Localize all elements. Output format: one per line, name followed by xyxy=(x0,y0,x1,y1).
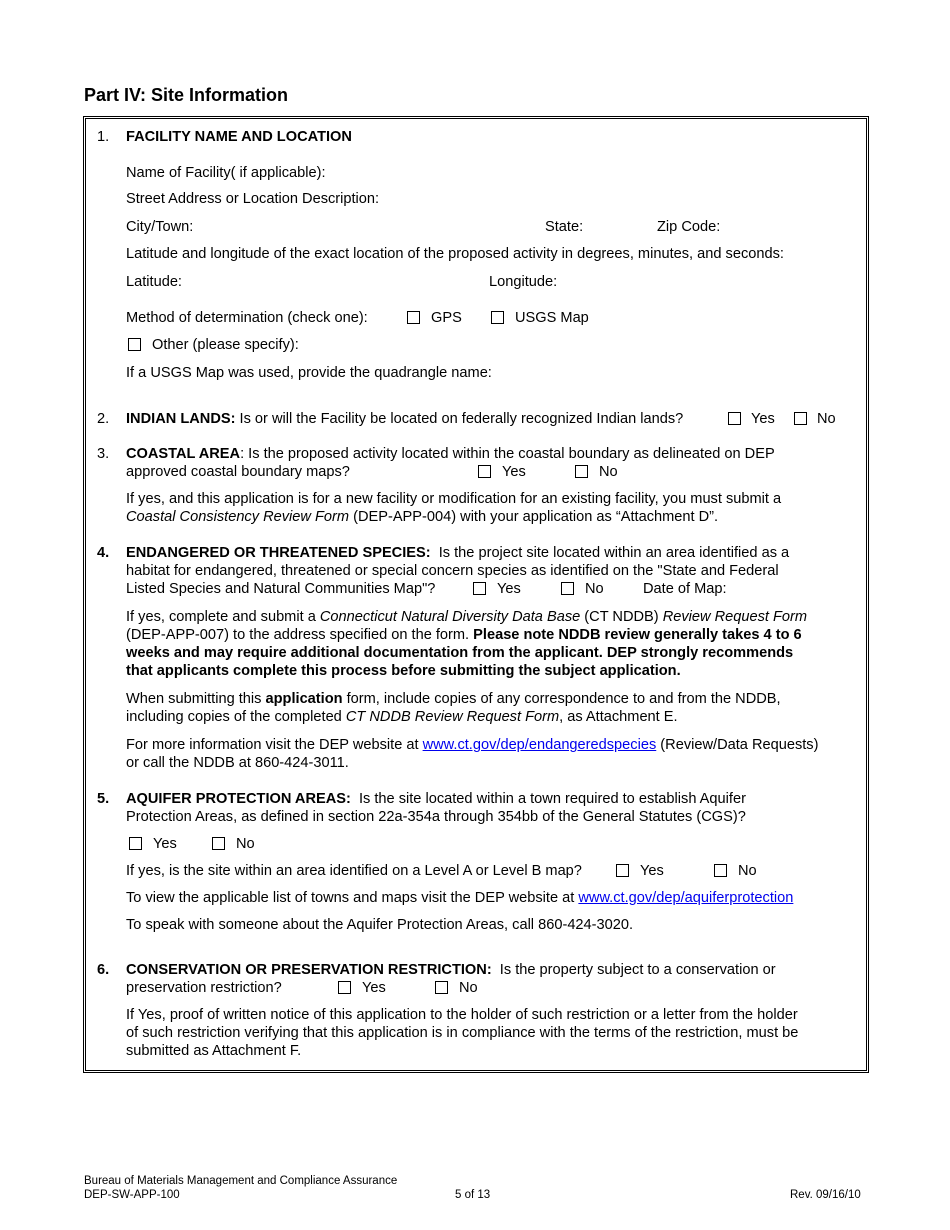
aquifer-question-line-2: Protection Areas, as defined in section 22a-354a through 354bb of the General Statutes (CGS)? xyxy=(126,809,746,825)
nddb-text: If yes, complete and submit a xyxy=(126,609,320,625)
nddb-para-line-2 xyxy=(126,626,802,644)
usgs-map-checkbox[interactable] xyxy=(491,311,504,324)
indian-lands-question: Is or will the Facility be located on federally recognized Indian lands? xyxy=(239,411,684,427)
aquifer-question-line-1 xyxy=(126,790,746,808)
species-question-a: Is the project site located within an area identified as a xyxy=(430,545,790,561)
endangered-species-link[interactable]: www.ct.gov/dep/endangeredspecies xyxy=(422,737,657,753)
footer-revision: Rev. 09/16/10 xyxy=(790,1189,861,1201)
section-4-title: ENDANGERED OR THREATENED SPECIES: xyxy=(126,545,431,561)
level-map-yes-checkbox[interactable] xyxy=(616,864,629,877)
aquifer-view-text: To view the applicable list of towns and maps visit the DEP website at xyxy=(126,890,579,906)
lat-long-description: Latitude and longitude of the exact location of the proposed activity in degrees, minutes, and seconds: xyxy=(126,246,784,262)
section-2-title: INDIAN LANDS: xyxy=(126,411,236,427)
correspondence-text-f: , as Attachment E. xyxy=(559,709,678,725)
indian-lands-yes-label: Yes xyxy=(751,411,775,427)
nddb-para-line-4: that applicants complete this process before submitting the subject application. xyxy=(126,663,681,679)
conservation-yes-checkbox[interactable] xyxy=(338,981,351,994)
correspondence-line-2 xyxy=(126,708,678,726)
method-determination-label: Method of determination (check one): xyxy=(126,310,368,326)
quadrangle-name-label: If a USGS Map was used, provide the quadrangle name: xyxy=(126,365,492,381)
city-town-label: City/Town: xyxy=(126,219,194,235)
level-map-no-checkbox[interactable] xyxy=(714,864,727,877)
section-3-number: 3. xyxy=(97,446,110,462)
page-title: Part IV: Site Information xyxy=(84,85,289,105)
section-1-number: 1. xyxy=(97,129,110,145)
species-yes-checkbox[interactable] xyxy=(473,582,486,595)
zip-code-label: Zip Code: xyxy=(657,219,721,235)
coastal-area-question-b: approved coastal boundary maps? xyxy=(126,464,350,480)
facility-name-label: Name of Facility( if applicable): xyxy=(126,165,326,181)
section-4-number: 4. xyxy=(97,545,110,561)
correspondence-line-1 xyxy=(126,690,781,708)
conservation-note-line-3: submitted as Attachment F. xyxy=(126,1043,302,1059)
indian-lands-no-label: No xyxy=(817,411,836,427)
street-address-label: Street Address or Location Description: xyxy=(126,191,380,207)
aquifer-yes-label: Yes xyxy=(153,836,177,852)
gps-checkbox[interactable] xyxy=(407,311,420,324)
level-map-no-label: No xyxy=(738,863,757,879)
more-info-line-1 xyxy=(126,736,818,754)
conservation-yes-label: Yes xyxy=(362,980,386,996)
section-2-number: 2. xyxy=(97,411,110,427)
species-question-line-3: Listed Species and Natural Communities Map"? xyxy=(126,581,436,597)
section-5-number: 5. xyxy=(97,791,110,807)
conservation-question-a: Is the property subject to a conservation or xyxy=(491,962,776,978)
aquifer-yes-checkbox[interactable] xyxy=(129,837,142,850)
species-yes-label: Yes xyxy=(497,581,521,597)
correspondence-text-d: including copies of the completed xyxy=(126,709,346,725)
section-6-title: CONSERVATION OR PRESERVATION RESTRICTION: xyxy=(126,962,492,978)
coastal-area-yes-label: Yes xyxy=(502,464,526,480)
species-question-line-2: habitat for endangered, threatened or special concern species as identified on the "State and Federal xyxy=(126,563,779,579)
nddb-para-line-1 xyxy=(126,608,807,626)
species-question-line-1 xyxy=(126,544,789,562)
coastal-area-row xyxy=(126,445,775,463)
section-1-title: FACILITY NAME AND LOCATION xyxy=(126,129,352,145)
ct-nddb-form-name: CT NDDB Review Request Form xyxy=(345,709,560,725)
section-5-title: AQUIFER PROTECTION AREAS: xyxy=(126,791,351,807)
review-request-form-name: Review Request Form xyxy=(662,609,808,625)
footer-bureau: Bureau of Materials Management and Compliance Assurance xyxy=(84,1175,398,1187)
coastal-area-no-checkbox[interactable] xyxy=(575,465,588,478)
conservation-note-line-2: of such restriction verifying that this application is in compliance with the terms of the restriction, must be xyxy=(126,1025,799,1041)
nddb-address-text: (DEP-APP-007) to the address specified on the form. xyxy=(126,627,474,643)
species-no-label: No xyxy=(585,581,604,597)
coastal-area-question-a: : Is the proposed activity located within the coastal boundary as delineated on DEP xyxy=(240,446,775,462)
coastal-note-line-1: If yes, and this application is for a new facility or modification for an existing facility, you must submit a xyxy=(126,491,782,507)
coastal-consistency-form-name: Coastal Consistency Review Form xyxy=(126,509,350,525)
nddb-phone-line: or call the NDDB at 860-424-3011. xyxy=(126,755,349,771)
conservation-no-checkbox[interactable] xyxy=(435,981,448,994)
indian-lands-no-checkbox[interactable] xyxy=(794,412,807,425)
aquifer-no-checkbox[interactable] xyxy=(212,837,225,850)
conservation-note-line-1: If Yes, proof of written notice of this application to the holder of such restriction or a letter from the holder xyxy=(126,1007,798,1023)
footer-form-id: DEP-SW-APP-100 xyxy=(84,1189,180,1201)
indian-lands-row xyxy=(126,410,683,428)
other-checkbox[interactable] xyxy=(128,338,141,351)
coastal-area-yes-checkbox[interactable] xyxy=(478,465,491,478)
footer-page-number: 5 of 13 xyxy=(455,1189,491,1201)
coastal-area-no-label: No xyxy=(599,464,618,480)
species-no-checkbox[interactable] xyxy=(561,582,574,595)
nddb-review-note: Please note NDDB review generally takes 4 to 6 xyxy=(473,627,802,643)
level-map-yes-label: Yes xyxy=(640,863,664,879)
review-data-requests-text: (Review/Data Requests) xyxy=(656,737,819,753)
latitude-label: Latitude: xyxy=(126,274,182,290)
indian-lands-yes-checkbox[interactable] xyxy=(728,412,741,425)
aquifer-protection-link[interactable]: www.ct.gov/dep/aquiferprotection xyxy=(578,890,794,906)
aquifer-view-line xyxy=(126,889,793,907)
section-6-number: 6. xyxy=(97,962,110,978)
conservation-no-label: No xyxy=(459,980,478,996)
coastal-note-line-2 xyxy=(126,508,718,526)
nddb-para-line-3: weeks and may require additional documentation from the applicant. DEP strongly recommends xyxy=(126,645,794,661)
section-3-title: COASTAL AREA xyxy=(126,446,241,462)
state-label: State: xyxy=(545,219,584,235)
aquifer-question-a: Is the site located within a town required to establish Aquifer xyxy=(350,791,746,807)
conservation-question-line-2: preservation restriction? xyxy=(126,980,282,996)
aquifer-no-label: No xyxy=(236,836,255,852)
conservation-question-line-1 xyxy=(126,961,776,979)
correspondence-text-a: When submitting this xyxy=(126,691,266,707)
usgs-map-label: USGS Map xyxy=(515,310,589,326)
coastal-note-rest: (DEP-APP-004) with your application as “Attachment D”. xyxy=(349,509,719,525)
date-of-map-label: Date of Map: xyxy=(643,581,727,597)
application-word: application xyxy=(265,691,343,707)
aquifer-speak-line: To speak with someone about the Aquifer Protection Areas, call 860-424-3020. xyxy=(126,917,634,933)
nddb-text-ct: (CT NDDB) xyxy=(580,609,663,625)
gps-label: GPS xyxy=(431,310,462,326)
nddb-database-name: Connecticut Natural Diversity Data Base xyxy=(319,609,581,625)
level-map-question: If yes, is the site within an area identified on a Level A or Level B map? xyxy=(126,863,582,879)
more-info-text: For more information visit the DEP website at xyxy=(126,737,423,753)
longitude-label: Longitude: xyxy=(489,274,558,290)
correspondence-text-c: form, include copies of any correspondence to and from the NDDB, xyxy=(342,691,781,707)
other-label: Other (please specify): xyxy=(152,337,299,353)
